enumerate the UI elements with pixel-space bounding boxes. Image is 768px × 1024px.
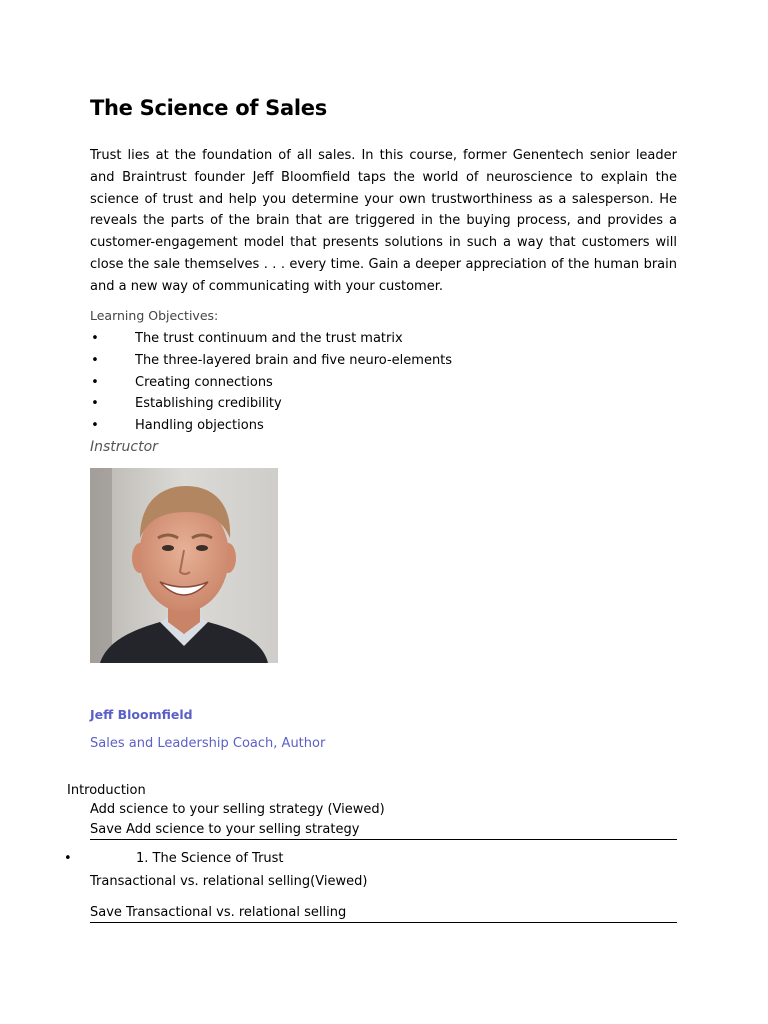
list-item (90, 393, 452, 415)
instructor-role: Sales and Leadership Coach, Author (90, 736, 326, 751)
objective-text: Creating connections (135, 374, 273, 390)
section-introduction: Introduction (67, 783, 146, 798)
bullet-icon: • (91, 418, 99, 434)
learning-objectives-heading: Learning Objectives: (90, 308, 219, 323)
learning-objectives-list (90, 328, 452, 437)
bullet-icon: • (91, 352, 99, 368)
list-item (90, 372, 452, 394)
video-link-intro[interactable]: Add science to your selling strategy (Viewed) (90, 802, 385, 817)
objective-text: Establishing credibility (135, 396, 282, 412)
objective-text: Handling objections (135, 418, 264, 434)
chapter-title: 1. The Science of Trust (136, 851, 284, 866)
instructor-photo (90, 468, 278, 663)
course-description: Trust lies at the foundation of all sales. In this course, former Genentech senior leader and Braintrust founder Jeff Bloomfield taps the world of neuroscience to explain the science of trust and help you determine your own trustworthiness as a salesperson. He reveals the parts of the brain that are triggered in the buying process, and provides a customer-engagement model that presents solutions in such a way that customers will close the sale themselves . . . every time. Gain a deeper appreciation of the human brain and a new way of communicating with your customer. (90, 148, 677, 294)
bullet-icon: • (91, 331, 99, 346)
save-link-chapter1[interactable]: Save Transactional vs. relational selling (90, 905, 347, 920)
list-item (90, 350, 452, 372)
instructor-portrait-image (90, 468, 278, 663)
objective-text: The trust continuum and the trust matrix (135, 331, 403, 346)
instructor-name[interactable]: Jeff Bloomfield (90, 707, 193, 722)
list-item (90, 415, 452, 437)
bullet-icon: • (64, 851, 72, 866)
video-link-chapter1[interactable]: Transactional vs. relational selling(Viewed) (90, 874, 368, 889)
save-link-intro[interactable]: Save Add science to your selling strategy (90, 822, 360, 837)
divider (90, 839, 677, 840)
objective-text: The three-layered brain and five neuro-elements (135, 352, 453, 368)
bullet-icon: • (91, 374, 99, 390)
list-item (90, 328, 452, 350)
instructor-heading: Instructor (90, 439, 158, 455)
divider (90, 922, 677, 923)
bullet-icon: • (91, 396, 99, 412)
page-title: The Science of Sales (90, 96, 327, 120)
